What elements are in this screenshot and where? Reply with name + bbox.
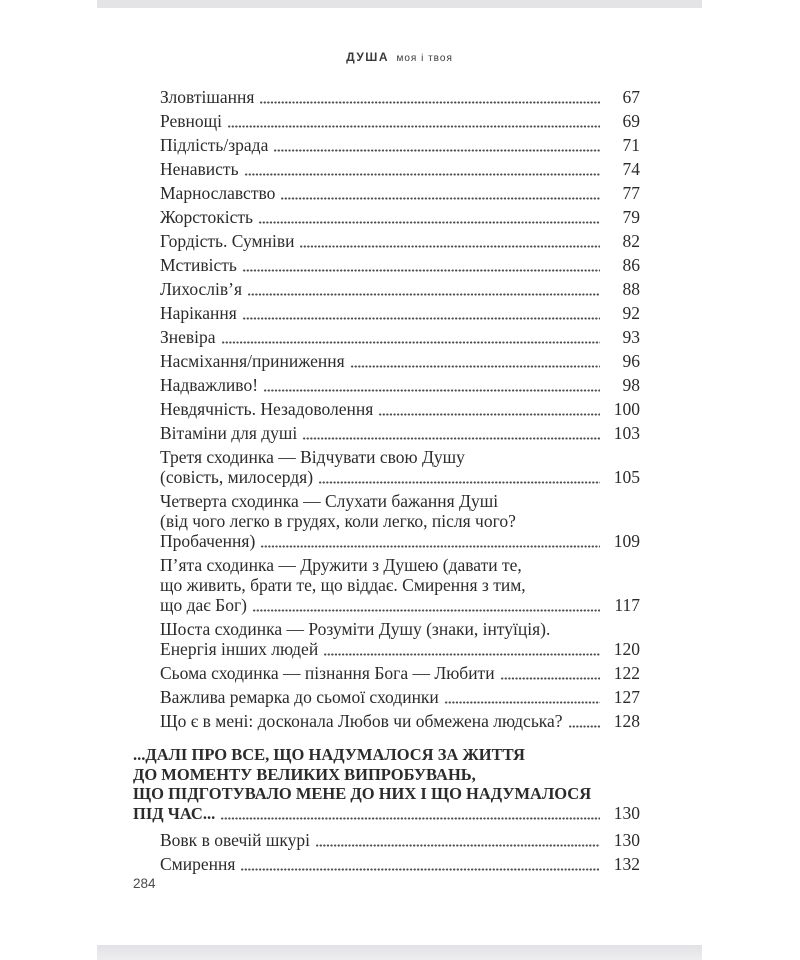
toc-entry [133, 830, 640, 850]
entry-wrapped-lines [160, 491, 640, 531]
toc-page-number: 100 [613, 399, 640, 419]
toc-entry [133, 555, 640, 615]
toc-entry-title: Що є в мені: досконала Любов чи обмежена людська? [160, 711, 563, 731]
entry-last-line [160, 663, 640, 683]
toc-page-number: 93 [622, 327, 640, 347]
toc-entry-title: Ненависть [160, 159, 239, 179]
toc-entry-title: Вовк в овечій шкурі [160, 830, 310, 850]
book-subtitle: моя і твоя [396, 53, 453, 64]
toc-page-number: 109 [613, 531, 640, 551]
toc-entry-title: Енергія інших людей [160, 639, 319, 659]
entry-wrapped-lines [160, 619, 640, 639]
toc-entry [133, 303, 640, 323]
entry-last-line [160, 351, 640, 371]
toc-entry-line: ДО МОМЕНТУ ВЕЛИКИХ ВИПРОБУВАНЬ, [133, 764, 476, 784]
entry-last-line [160, 159, 640, 179]
toc-page-number: 74 [622, 159, 640, 179]
toc-entry-title: Важлива ремарка до сьомої сходинки [160, 687, 439, 707]
entry-last-line [160, 183, 640, 203]
toc-page-number: 82 [622, 231, 640, 251]
entry-last-line [160, 87, 640, 107]
toc-entry-title: Лихослів’я [160, 279, 243, 299]
toc-entry-title: Підлість/зрада [160, 135, 269, 155]
toc-page-number: 117 [614, 595, 640, 615]
entry-wrapped-lines [160, 447, 640, 467]
toc-page-number: 71 [622, 135, 640, 155]
entry-last-line [160, 231, 640, 251]
toc-entry-line: Четверта сходинка — Слухати бажання Душі [160, 491, 499, 511]
toc-entry-title: Гордість. Сумніви [160, 231, 295, 251]
toc-entry [133, 351, 640, 371]
dotted-leader [259, 221, 600, 224]
entry-last-line [160, 111, 640, 131]
toc-entry-title: Зневіра [160, 327, 216, 347]
dotted-leader [222, 341, 600, 344]
toc-entry [133, 447, 640, 487]
dotted-leader [248, 293, 600, 296]
entry-last-line [160, 423, 640, 443]
entry-last-line [160, 327, 640, 347]
toc-entry [133, 687, 640, 707]
entry-last-line [160, 830, 640, 850]
toc-entry [133, 87, 640, 107]
toc-entry [133, 255, 640, 275]
toc-entry-title: Сьома сходинка — пізнання Бога — Любити [160, 663, 495, 683]
toc-entry [133, 135, 640, 155]
toc-entry-title: Невдячність. Незадоволення [160, 399, 374, 419]
dotted-leader [228, 125, 600, 128]
entry-last-line [160, 207, 640, 227]
toc-entry-title: Смирення [160, 854, 236, 874]
entry-wrapped-lines [160, 555, 640, 595]
entry-last-line [160, 711, 640, 731]
toc-page-number: 128 [613, 711, 640, 731]
toc-page-number: 79 [622, 207, 640, 227]
entry-last-line [160, 595, 640, 615]
toc-entry [133, 375, 640, 395]
dotted-leader [241, 868, 600, 871]
entry-last-line [160, 303, 640, 323]
toc-list [133, 87, 640, 878]
toc-entry [133, 663, 640, 683]
dotted-leader [319, 481, 600, 484]
toc-entry [133, 207, 640, 227]
entry-last-line [160, 531, 640, 551]
toc-page-number: 86 [622, 255, 640, 275]
toc-entry-title: Насміхання/приниження [160, 351, 345, 371]
toc-entry-line: П’ята сходинка — Дружити з Душею (давати те, [160, 555, 522, 575]
toc-entry-title: Нарікання [160, 303, 237, 323]
toc-entry [133, 491, 640, 551]
toc-entry-title: Пробачення) [160, 531, 256, 551]
scan-edge-bottom [97, 945, 702, 960]
entry-last-line [160, 854, 640, 874]
toc-entry-title: ПІД ЧАС... [133, 803, 216, 823]
toc-page-number: 98 [622, 375, 640, 395]
toc-page-number: 103 [613, 423, 640, 443]
toc-entry [133, 399, 640, 419]
toc-entry-title: Марнославство [160, 183, 276, 203]
toc-entry-line: що живить, брати те, що віддає. Смирення з тим, [160, 575, 526, 595]
toc-entry [133, 231, 640, 251]
dotted-leader [253, 609, 600, 612]
scan-edge-top [97, 0, 702, 8]
toc-entry [133, 159, 640, 179]
toc-page-number: 130 [613, 830, 640, 850]
toc-entry-title: Зловтішання [160, 87, 255, 107]
toc-entry [133, 711, 640, 731]
toc-page-number: 130 [613, 802, 640, 823]
toc-page-number: 77 [622, 183, 640, 203]
dotted-leader [274, 149, 600, 152]
toc-page-number: 105 [613, 467, 640, 487]
dotted-leader [501, 677, 600, 680]
dotted-leader [569, 725, 600, 728]
dotted-leader [245, 173, 600, 176]
dotted-leader [324, 653, 600, 656]
entry-last-line [133, 804, 640, 824]
entry-last-line [160, 639, 640, 659]
dotted-leader [260, 101, 600, 104]
toc-page-number: 120 [613, 639, 640, 659]
dotted-leader [221, 817, 600, 820]
dotted-leader [379, 413, 600, 416]
entry-last-line [160, 375, 640, 395]
dotted-leader [445, 701, 600, 704]
toc-entry-title: Жорстокість [160, 207, 253, 227]
dotted-leader [316, 844, 600, 847]
toc-entry [133, 854, 640, 874]
toc-page-number: 69 [622, 111, 640, 131]
book-page [97, 0, 702, 960]
dotted-leader [243, 317, 600, 320]
toc-entry-line: (від чого легко в грудях, коли легко, після чого? [160, 511, 516, 531]
dotted-leader [243, 269, 600, 272]
entry-last-line [160, 399, 640, 419]
toc-entry-title: Мстивість [160, 255, 237, 275]
toc-entry-title: Ревнощі [160, 111, 222, 131]
toc-entry-title: Вітаміни для душі [160, 423, 298, 443]
entry-last-line [160, 279, 640, 299]
toc-entry [133, 745, 640, 823]
toc-page-number: 127 [613, 687, 640, 707]
dotted-leader [261, 545, 600, 548]
folio-page-number: 284 [133, 876, 156, 891]
toc-entry-line: Третя сходинка — Відчувати свою Душу [160, 447, 465, 467]
entry-last-line [160, 467, 640, 487]
dotted-leader [264, 389, 600, 392]
toc-entry [133, 327, 640, 347]
toc-entry [133, 279, 640, 299]
toc-page-number: 88 [622, 279, 640, 299]
entry-wrapped-lines [133, 745, 640, 804]
toc-entry [133, 619, 640, 659]
toc-entry-title: Надважливо! [160, 375, 259, 395]
toc-entry-line: ...ДАЛІ ПРО ВСЕ, ЩО НАДУМАЛОСЯ ЗА ЖИТТЯ [133, 745, 525, 764]
toc-entry-line: ЩО ПІДГОТУВАЛО МЕНЕ ДО НИХ І ЩО НАДУМАЛОСЯ [133, 784, 592, 803]
dotted-leader [281, 197, 600, 200]
toc-page-number: 96 [622, 351, 640, 371]
entry-last-line [160, 687, 640, 707]
toc-page-number: 122 [613, 663, 640, 683]
dotted-leader [303, 437, 600, 440]
dotted-leader [300, 245, 600, 248]
toc-entry-title: (совість, милосердя) [160, 467, 314, 487]
entry-last-line [160, 255, 640, 275]
toc-page-number: 67 [622, 87, 640, 107]
entry-last-line [160, 135, 640, 155]
book-title: ДУША [346, 50, 390, 64]
running-head [97, 48, 702, 66]
toc-page-number: 132 [613, 854, 640, 874]
toc-entry [133, 111, 640, 131]
toc-entry-line: Шоста сходинка — Розуміти Душу (знаки, інтуїція). [160, 619, 551, 639]
toc-entry [133, 423, 640, 443]
toc-entry [133, 183, 640, 203]
toc-page-number: 92 [622, 303, 640, 323]
toc-entry-title: що дає Бог) [160, 595, 247, 615]
dotted-leader [351, 365, 600, 368]
